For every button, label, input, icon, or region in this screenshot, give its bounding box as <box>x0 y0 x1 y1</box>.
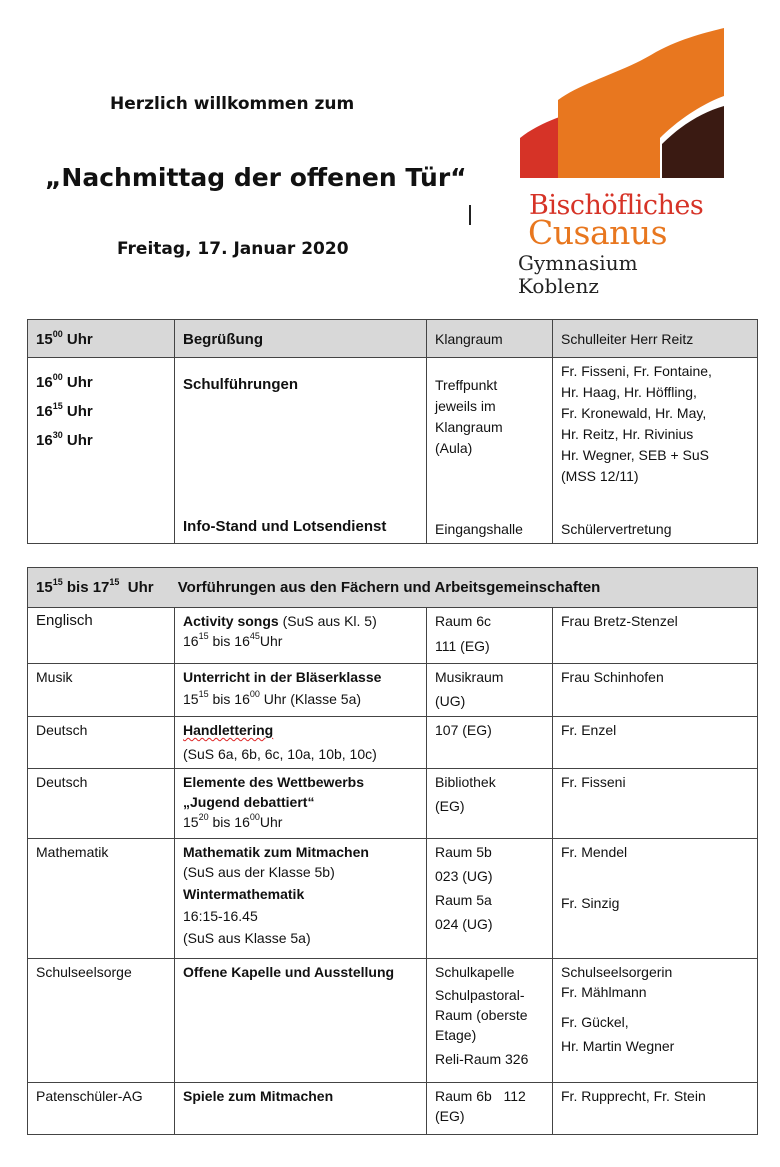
subject-cell: Patenschüler-AG <box>28 1083 175 1135</box>
place-cell: Raum 6c 111 (EG) <box>427 608 553 664</box>
place-cell: Raum 6b 112 (EG) <box>427 1083 553 1135</box>
page-header <box>0 0 780 310</box>
person-cell: Schulleiter Herr Reitz <box>553 320 758 358</box>
logo-line-2: Cusanus <box>528 213 668 252</box>
place-cell: Musikraum (UG) <box>427 664 553 717</box>
place-cell: Raum 5b 023 (UG) Raum 5a 024 (UG) <box>427 839 553 959</box>
event-cell: Schulführungen Info-Stand und Lotsendienst <box>175 358 427 544</box>
flame-icon <box>512 28 727 188</box>
activity-cell: Elemente des Wettbewerbs „Jugend debattiert“ $15^{20}$ bis $16^{00}Uhr$ <box>175 769 427 839</box>
place-cell: Bibliothek (EG) <box>427 769 553 839</box>
person-cell: Frau Bretz-Stenzel <box>553 608 758 664</box>
time-cell: $16^{00}$ Uhr $16^{15}$ Uhr $16^{30}$ Uhr <box>28 358 175 544</box>
place-cell: Treffpunkt jeweils im Klangraum (Aula) Eingangshalle <box>427 358 553 544</box>
person-cell: Fr. Rupprecht, Fr. Stein <box>553 1083 758 1135</box>
place-cell: Schulkapelle Schulpastoral- Raum (oberste Etage) Reli-Raum 326 <box>427 959 553 1083</box>
subject-cell: Musik <box>28 664 175 717</box>
activity-cell: Mathematik zum Mitmachen (SuS aus der Klasse 5b) Wintermathematik 16:15-16.45 (SuS aus Klasse 5a) <box>175 839 427 959</box>
event-date: Freitag, 17. Januar 2020 <box>117 239 349 259</box>
table-row <box>28 769 758 839</box>
subject-cell: Deutsch <box>28 717 175 769</box>
person-cell: Frau Schinhofen <box>553 664 758 717</box>
person-cell: Fr. Enzel <box>553 717 758 769</box>
table-row <box>28 839 758 959</box>
welcome-text: Herzlich willkommen zum <box>110 94 355 114</box>
school-logo <box>512 28 727 298</box>
table-row <box>28 717 758 769</box>
table-row <box>28 568 758 608</box>
activity-cell: Handlettering (SuS 6a, 6b, 6c, 10a, 10b, 10c) <box>175 717 427 769</box>
activity-cell: Activity songs (SuS aus Kl. 5) $16^{15}$ bis $16^{45}Uhr$ <box>175 608 427 664</box>
activity-cell: Offene Kapelle und Ausstellung <box>175 959 427 1083</box>
table-row <box>28 608 758 664</box>
schedule-table-opening <box>27 319 758 544</box>
subject-cell: Schulseelsorge <box>28 959 175 1083</box>
schedule-table-demos <box>27 567 758 1135</box>
person-cell: Fr. Fisseni <box>553 769 758 839</box>
table-row <box>28 959 758 1083</box>
demos-header-cell: $15^{15}$ bis $17^{15}$ Uhr Vorführungen aus den Fächern und Arbeitsgemeinschaften <box>28 568 758 608</box>
table-row <box>28 320 758 358</box>
activity-cell: Spiele zum Mitmachen <box>175 1083 427 1135</box>
event-title: „Nachmittag der offenen Tür“ <box>45 163 467 192</box>
table-row <box>28 664 758 717</box>
time-cell: $15^{00}$ Uhr <box>28 320 175 358</box>
subject-cell: Mathematik <box>28 839 175 959</box>
place-cell: 107 (EG) <box>427 717 553 769</box>
event-cell: Begrüßung <box>175 320 427 358</box>
activity-cell: Unterricht in der Bläserklasse $15^{15}$ bis $16^{00}$ Uhr (Klasse 5a) <box>175 664 427 717</box>
logo-line-4: Koblenz <box>518 274 599 298</box>
subject-cell: Englisch <box>28 608 175 664</box>
logo-line-1: Bischöfliches <box>529 190 704 221</box>
subject-cell: Deutsch <box>28 769 175 839</box>
logo-line-3: Gymnasium <box>518 251 638 275</box>
text-cursor <box>469 205 471 225</box>
table-row <box>28 1083 758 1135</box>
place-cell: Klangraum <box>427 320 553 358</box>
person-cell: Fr. Mendel Fr. Sinzig <box>553 839 758 959</box>
person-cell: Schulseelsorgerin Fr. Mählmann Fr. Gückel, Hr. Martin Wegner <box>553 959 758 1083</box>
person-cell: Fr. Fisseni, Fr. Fontaine, Hr. Haag, Hr. Höffling, Fr. Kronewald, Hr. May, Hr. Reitz, Hr. Rivinius Hr. Wegner, SEB + SuS (MSS 12/11) Schülervertretung <box>553 358 758 544</box>
table-row <box>28 358 758 544</box>
